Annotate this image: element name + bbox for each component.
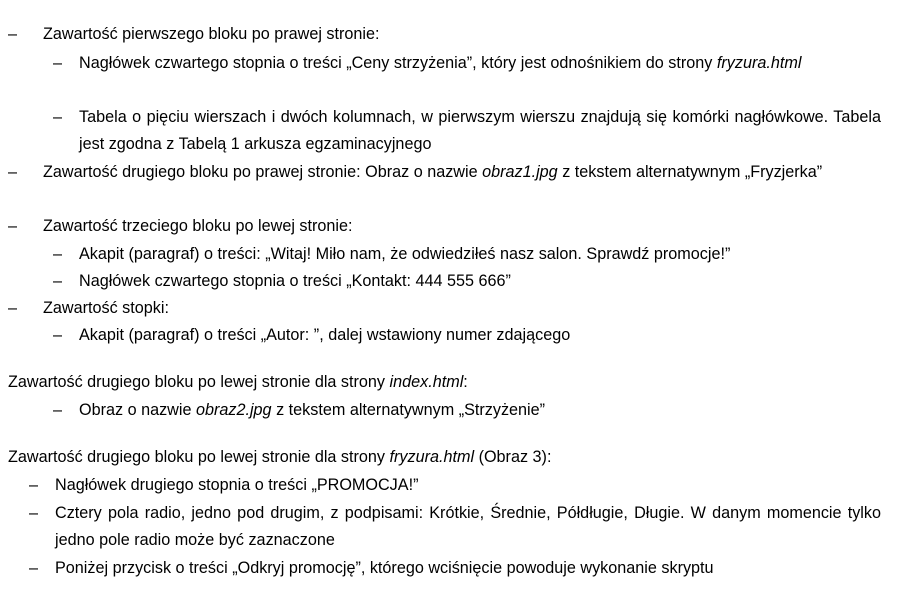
bullet-dash: – <box>53 326 63 344</box>
section3-item: Poniżej przycisk o treści „Odkryj promocję”, którego wciśnięcie powoduje wykonanie skryptu <box>55 559 714 577</box>
section3-item: Cztery pola radio, jedno pod drugim, z podpisami: Krótkie, Średnie, Półdługie, Długie. W danym momencie tylko jedno pole radio może być zaznaczone <box>55 504 881 549</box>
bullet-dash: – <box>8 163 18 181</box>
item1-text: Zawartość pierwszego bloku po prawej stronie: <box>43 25 380 43</box>
bullet-dash: – <box>29 559 39 577</box>
bullet-dash: – <box>53 245 63 263</box>
bullet-dash: – <box>53 54 63 72</box>
item4-text: Zawartość stopki: <box>43 299 169 317</box>
section2-heading: Zawartość drugiego bloku po lewej stronie dla strony index.html: <box>8 373 468 391</box>
bullet-dash: – <box>29 504 39 522</box>
bullet-dash: – <box>29 476 39 494</box>
item2-text: Zawartość drugiego bloku po prawej stronie: Obraz o nazwie obraz1.jpg z tekstem alternatywnym „Fryzjerka” <box>43 163 823 181</box>
bullet-dash: – <box>53 272 63 290</box>
item1-sub2: Tabela o pięciu wierszach i dwóch kolumnach, w pierwszym wierszu znajdują się komórki nagłówkowe. Tabela jest zgodna z Tabelą 1 arkusza egzaminacyjnego <box>79 108 881 153</box>
item4-sub1: Akapit (paragraf) o treści „Autor: ”, dalej wstawiony numer zdającego <box>79 326 571 344</box>
item1-sub1: Nagłówek czwartego stopnia o treści „Ceny strzyżenia”, który jest odnośnikiem do strony fryzura.html <box>79 54 802 72</box>
bullet-dash: – <box>53 108 63 126</box>
section3-item: Nagłówek drugiego stopnia o treści „PROMOCJA!” <box>55 476 419 494</box>
bullet-dash: – <box>53 401 63 419</box>
section2-sub1: Obraz o nazwie obraz2.jpg z tekstem alternatywnym „Strzyżenie” <box>79 401 546 419</box>
bullet-dash: – <box>8 25 18 43</box>
item3-text: Zawartość trzeciego bloku po lewej stronie: <box>43 217 353 235</box>
item3-sub1: Akapit (paragraf) o treści: „Witaj! Miło nam, że odwiedziłeś nasz salon. Sprawdź promocje!” <box>79 245 731 263</box>
bullet-dash: – <box>8 217 18 235</box>
section3-heading: Zawartość drugiego bloku po lewej stronie dla strony fryzura.html (Obraz 3): <box>8 448 552 466</box>
bullet-dash: – <box>8 299 18 317</box>
item3-sub2: Nagłówek czwartego stopnia o treści „Kontakt: 444 555 666” <box>79 272 511 290</box>
